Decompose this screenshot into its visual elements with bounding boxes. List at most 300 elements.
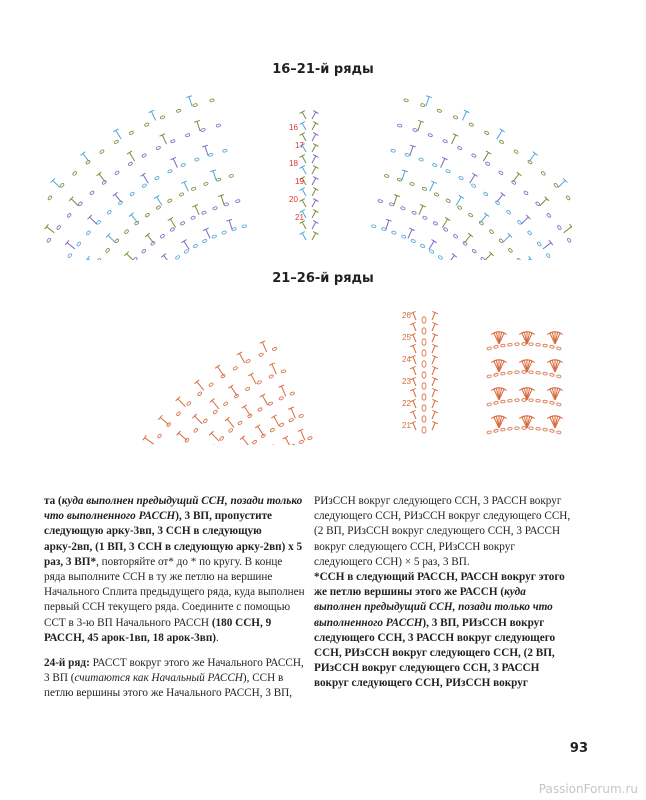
- chain-symbol: [114, 140, 119, 145]
- stitch-symbol: [179, 433, 187, 440]
- chain-symbol: [508, 399, 513, 402]
- stitch-symbol: [408, 229, 412, 238]
- stitch-symbol: [302, 167, 306, 174]
- chain-symbol: [522, 399, 526, 402]
- stitch-symbol: [154, 195, 159, 198]
- paragraph-row24: [44, 656, 306, 702]
- chain-symbol: [529, 427, 534, 430]
- text-column-right: [314, 494, 576, 692]
- page-number: 93: [569, 741, 588, 756]
- stitch-symbol: [211, 433, 219, 441]
- stitch-symbol: [312, 123, 316, 130]
- chain-symbol: [422, 405, 426, 411]
- chain-symbol: [384, 174, 389, 178]
- stitch-symbol: [558, 180, 565, 187]
- chain-symbol: [56, 225, 61, 230]
- stitch-symbol: [301, 430, 305, 440]
- stitch-symbol: [157, 197, 162, 206]
- chain-symbol: [567, 238, 572, 243]
- stitch-symbol: [413, 313, 416, 320]
- stitch-symbol: [173, 159, 177, 168]
- stitch-symbol: [129, 153, 134, 162]
- chain-symbol: [219, 436, 224, 441]
- stitch-symbol: [472, 173, 477, 176]
- chain-symbol: [99, 149, 104, 154]
- stitch-symbol: [291, 408, 295, 418]
- chain-symbol: [422, 394, 426, 400]
- stitch-symbol: [302, 200, 306, 207]
- chain-symbol: [446, 169, 451, 173]
- chain-symbol: [536, 343, 541, 346]
- stitch-symbol: [285, 438, 290, 445]
- chain-symbol: [175, 255, 180, 260]
- chain-symbol: [550, 429, 555, 432]
- chain-symbol: [501, 400, 506, 403]
- stitch-symbol: [255, 425, 260, 428]
- stitch-symbol: [160, 418, 168, 425]
- chain-symbol: [419, 158, 424, 162]
- chain-symbol: [203, 419, 208, 424]
- stitch-symbol: [413, 335, 416, 342]
- stitch-symbol: [221, 196, 224, 206]
- chain-symbol: [281, 369, 286, 373]
- stitch-symbol: [312, 167, 316, 174]
- chain-symbol: [105, 248, 110, 253]
- chain-symbol: [541, 171, 546, 176]
- chain-symbol: [228, 428, 233, 433]
- stitch-symbol: [205, 146, 208, 156]
- chain-symbol: [480, 257, 485, 260]
- stitch-symbol: [432, 401, 435, 408]
- chain-symbol: [543, 400, 548, 403]
- crochet-chart-rows-16-21: [44, 90, 572, 260]
- text-run: куда выполнен предыдущий ССН, позади только что выполненного РАССН: [314, 586, 553, 629]
- chain-symbol: [487, 375, 492, 379]
- chain-symbol: [115, 170, 120, 175]
- stitch-symbol: [164, 255, 170, 260]
- stitch-symbol: [543, 243, 551, 249]
- stitch-symbol: [312, 156, 316, 163]
- stitch-symbol: [521, 217, 528, 224]
- row-number-label: 23: [402, 377, 411, 386]
- chain-symbol: [420, 244, 425, 248]
- chain-symbol: [434, 192, 439, 196]
- stitch-symbol: [470, 175, 475, 184]
- stitch-symbol: [302, 233, 306, 240]
- stitch-symbol: [281, 386, 285, 396]
- stitch-symbol: [141, 173, 146, 176]
- text-run: РАССТ вокруг этого же Начального РАССН, 3 ВП (: [44, 657, 304, 685]
- chain-symbol: [536, 371, 541, 374]
- chain-symbol: [489, 229, 494, 234]
- stitch-symbol: [432, 368, 435, 375]
- chain-symbol: [517, 258, 522, 260]
- chain-symbol: [216, 178, 221, 182]
- chain-symbol: [422, 361, 426, 367]
- stitch-symbol: [215, 365, 220, 368]
- stitch-symbol: [432, 379, 435, 386]
- chain-symbol: [191, 187, 196, 191]
- chain-symbol: [180, 221, 185, 225]
- chain-symbol: [60, 183, 65, 188]
- stitch-symbol: [413, 379, 416, 386]
- chain-symbol: [181, 163, 186, 167]
- stitch-symbol: [143, 175, 148, 184]
- stitch-symbol: [432, 390, 435, 397]
- chain-symbol: [142, 183, 147, 188]
- stitch-symbol: [302, 222, 306, 229]
- chain-symbol: [550, 401, 555, 404]
- stitch-symbol: [418, 121, 421, 131]
- chain-symbol: [501, 428, 506, 431]
- chain-symbol: [257, 380, 262, 384]
- chain-symbol: [209, 99, 214, 103]
- chain-symbol: [222, 231, 227, 235]
- chain-symbol: [527, 230, 532, 235]
- stitch-symbol: [272, 364, 276, 374]
- chain-symbol: [437, 109, 442, 113]
- stitch-symbol: [529, 154, 535, 162]
- stitch-symbol: [131, 215, 137, 223]
- chain-symbol: [469, 123, 474, 127]
- stitch-symbol: [432, 412, 435, 419]
- chain-symbol: [411, 239, 416, 243]
- chain-symbol: [487, 347, 492, 351]
- stitch-symbol: [162, 135, 166, 144]
- stitch-symbol: [274, 417, 279, 427]
- chain-symbol: [494, 429, 499, 432]
- chain-symbol: [422, 383, 426, 389]
- chain-symbol: [546, 213, 551, 218]
- chain-symbol: [453, 234, 458, 239]
- chain-symbol: [156, 205, 161, 210]
- chain-symbol: [422, 372, 426, 378]
- text-column-left: [44, 494, 306, 702]
- chain-symbol: [457, 205, 462, 210]
- chain-symbol: [270, 428, 275, 432]
- chain-symbol: [400, 206, 405, 210]
- stitch-symbol: [262, 395, 267, 405]
- paragraph-row24-continued: РИзССН вокруг следующего ССН, 3 РАССН вокруг следующего ССН, РИзССН вокруг следующего ССН, (2 ВП, РИзССН вокруг следующего ССН, 3 РАССН вокруг следующего ССН, РИзССН вокруг следующего ССН) × 5 раз, 3 ВП.: [314, 495, 571, 568]
- chain-symbol: [543, 428, 548, 431]
- chain-symbol: [422, 350, 426, 356]
- chain-symbol: [405, 153, 410, 157]
- chain-symbol: [223, 401, 228, 406]
- stitch-symbol: [99, 174, 105, 182]
- chain-symbol: [47, 195, 52, 200]
- chain-symbol: [202, 239, 207, 243]
- stitch-symbol: [145, 438, 154, 444]
- chain-symbol: [157, 433, 162, 438]
- stitch-symbol: [312, 145, 316, 152]
- chain-symbol: [89, 190, 94, 195]
- stitch-symbol: [503, 235, 510, 242]
- chain-symbol: [133, 257, 138, 260]
- stitch-symbol: [413, 423, 416, 430]
- chain-symbol: [156, 146, 161, 150]
- chain-symbol: [397, 178, 402, 182]
- stitch-symbol: [302, 189, 306, 196]
- row-number-label: 20: [289, 195, 298, 204]
- chain-symbol: [422, 427, 426, 433]
- chain-symbol: [404, 99, 409, 103]
- chain-symbol: [246, 359, 251, 363]
- chain-symbol: [78, 201, 83, 206]
- chain-symbol: [501, 344, 506, 347]
- stitch-symbol: [212, 400, 219, 409]
- row-number-label: 21: [402, 421, 411, 430]
- chain-symbol: [422, 328, 426, 334]
- chain-symbol: [515, 371, 520, 374]
- chain-symbol: [453, 115, 458, 119]
- stitch-symbol: [452, 135, 456, 144]
- stitch-symbol: [442, 219, 447, 228]
- text-run: (180 ССН, 9 РАССН, 45 арок-1вп, 18 арок-3вп): [44, 616, 272, 644]
- chain-symbol: [167, 199, 172, 203]
- crochet-chart-rows-21-26: [44, 300, 572, 445]
- stitch-symbol: [312, 200, 316, 207]
- stitch-symbol: [53, 180, 60, 187]
- chain-symbol: [128, 162, 133, 167]
- stitch-symbol: [65, 240, 69, 245]
- chain-symbol: [410, 182, 415, 186]
- stitch-symbol: [170, 219, 175, 228]
- stitch-symbol: [413, 412, 416, 419]
- stitch-symbol: [242, 438, 249, 445]
- chain-symbol: [124, 229, 129, 234]
- chain-symbol: [191, 216, 196, 220]
- chain-symbol: [522, 427, 526, 430]
- stitch-symbol: [432, 357, 435, 364]
- text-run: та (: [44, 495, 62, 507]
- chain-symbol: [212, 234, 217, 238]
- chain-symbol: [391, 231, 396, 235]
- stitch-symbol: [206, 229, 210, 238]
- stitch-symbol: [456, 197, 461, 206]
- stitch-symbol: [459, 195, 464, 198]
- chain-symbol: [535, 201, 540, 206]
- stitch-symbol: [413, 357, 416, 364]
- row-number-label: 21: [295, 213, 304, 222]
- text-run: ), 3 ВП, пропустите следующую арку-3вп, 3 ССН в следующую арку-2вп, (1 ВП, 3 ССН в следующую арку-2вп) х 5 раз, 3 ВП*: [44, 510, 303, 568]
- chain-symbol: [185, 133, 190, 137]
- stitch-symbol: [244, 406, 250, 415]
- row-number-label: 19: [295, 177, 304, 186]
- chain-symbol: [67, 253, 72, 258]
- chain-symbol: [209, 382, 214, 387]
- chain-symbol: [235, 199, 240, 203]
- stitch-symbol: [242, 405, 247, 408]
- row-number-label: 18: [289, 159, 298, 168]
- stitch-symbol: [431, 240, 436, 243]
- stitch-symbol: [413, 346, 416, 353]
- stitch-symbol: [394, 196, 397, 206]
- chain-symbol: [154, 176, 159, 180]
- row-number-label: 26: [402, 311, 411, 320]
- stitch-symbol: [151, 111, 155, 120]
- row-number-label: 22: [402, 399, 411, 408]
- chain-symbol: [543, 372, 548, 375]
- stitch-symbol: [184, 182, 188, 191]
- chain-symbol: [515, 399, 520, 402]
- chain-symbol: [397, 124, 402, 128]
- chain-symbol: [443, 227, 448, 232]
- chain-symbol: [412, 211, 417, 215]
- stitch-symbol: [426, 97, 429, 107]
- chain-symbol: [484, 131, 489, 135]
- stitch-symbol: [71, 199, 78, 206]
- stitch-symbol: [227, 419, 234, 428]
- stitch-symbol: [189, 97, 192, 107]
- chain-symbol: [76, 241, 81, 246]
- chart-top-title: 16–21-й ряды: [272, 62, 374, 77]
- stitch-symbol: [312, 134, 316, 141]
- chain-symbol: [186, 401, 191, 406]
- chain-symbol: [508, 371, 513, 374]
- stitch-symbol: [430, 182, 434, 191]
- chain-symbol: [216, 124, 221, 128]
- chain-symbol: [433, 221, 438, 225]
- chain-symbol: [422, 416, 426, 422]
- chain-symbol: [160, 115, 165, 119]
- chain-symbol: [515, 343, 520, 346]
- chain-symbol: [556, 431, 561, 435]
- chain-symbol: [472, 249, 477, 254]
- chain-symbol: [389, 202, 394, 206]
- stitch-symbol: [258, 426, 264, 435]
- stitch-symbol: [413, 390, 416, 397]
- stitch-symbol: [464, 235, 470, 243]
- chain-symbol: [289, 418, 294, 422]
- chain-symbol: [529, 399, 534, 402]
- chain-symbol: [193, 428, 198, 433]
- chain-symbol: [422, 339, 426, 345]
- text-run: ), ССН в петлю вершины этого же Начального РАССН, 3 ВП,: [44, 672, 293, 700]
- chain-symbol: [130, 192, 135, 197]
- chain-symbol: [268, 401, 273, 405]
- chain-symbol: [556, 347, 561, 351]
- stitch-symbol: [302, 123, 306, 130]
- chain-symbol: [229, 174, 234, 178]
- chain-symbol: [213, 206, 218, 210]
- stitch-symbol: [448, 255, 454, 260]
- row-number-label: 25: [402, 333, 411, 342]
- chain-symbol: [107, 210, 112, 215]
- chain-symbol: [524, 190, 529, 195]
- stitch-symbol: [497, 130, 502, 139]
- row-number-label: 16: [289, 123, 298, 132]
- stitch-symbol: [113, 129, 118, 132]
- chain-symbol: [494, 373, 499, 376]
- stitch-symbol: [178, 399, 186, 407]
- chart-bottom-title: 21–26-й ряды: [272, 271, 374, 286]
- stitch-symbol: [231, 387, 237, 396]
- stitch-symbol: [90, 217, 97, 224]
- chain-symbol: [554, 183, 559, 188]
- stitch-symbol: [312, 178, 316, 185]
- chain-symbol: [170, 139, 175, 143]
- stitch-symbol: [213, 171, 216, 181]
- chain-symbol: [160, 234, 165, 239]
- paragraph-row23-continued: [44, 494, 306, 646]
- chain-symbol: [483, 192, 488, 197]
- stitch-symbol: [513, 174, 519, 182]
- chain-symbol: [506, 210, 511, 215]
- chain-symbol: [72, 171, 77, 176]
- stitch-symbol: [45, 224, 49, 229]
- stitch-symbol: [228, 385, 233, 388]
- stitch-symbol: [197, 121, 200, 131]
- stitch-symbol: [239, 353, 244, 363]
- chain-symbol: [194, 158, 199, 162]
- chain-symbol: [522, 371, 526, 374]
- chain-symbol: [487, 403, 492, 407]
- chain-symbol: [252, 440, 257, 445]
- chain-symbol: [566, 195, 571, 200]
- chain-symbol: [142, 153, 147, 157]
- stitch-symbol: [445, 217, 450, 220]
- chain-symbol: [485, 162, 490, 167]
- stitch-symbol: [312, 189, 316, 196]
- chain-symbol: [529, 371, 534, 374]
- stitch-symbol: [432, 324, 435, 331]
- chain-symbol: [129, 131, 134, 135]
- row-label: 24-й ряд:: [44, 657, 90, 670]
- stitch-symbol: [523, 259, 531, 260]
- row-number-label: 24: [402, 355, 411, 364]
- chain-symbol: [213, 410, 218, 415]
- chain-symbol: [245, 387, 250, 391]
- chain-symbol: [279, 396, 284, 400]
- chain-symbol: [290, 444, 295, 445]
- chain-symbol: [471, 153, 476, 157]
- chain-symbol: [420, 103, 425, 107]
- chain-symbol: [141, 249, 146, 254]
- stitch-symbol: [432, 346, 435, 353]
- chain-symbol: [197, 391, 202, 396]
- stitch-symbol: [432, 423, 435, 430]
- stitch-symbol: [116, 130, 121, 139]
- chain-symbol: [144, 123, 149, 127]
- chain-symbol: [238, 421, 243, 426]
- stitch-symbol: [540, 199, 547, 206]
- chain-symbol: [279, 423, 284, 427]
- stitch-symbol: [441, 159, 445, 168]
- stitch-symbol: [195, 206, 199, 215]
- row-number-label: 17: [295, 141, 304, 150]
- chain-symbol: [458, 176, 463, 180]
- stitch-symbol: [484, 254, 491, 260]
- stitch-symbol: [229, 220, 232, 230]
- stitch-symbol: [168, 217, 173, 220]
- chain-symbol: [432, 163, 437, 167]
- stitch-symbol: [429, 241, 434, 250]
- stitch-symbol: [302, 156, 306, 163]
- chain-symbol: [498, 170, 503, 175]
- text-run: *ССН в следующий РАССН, РАССН вокруг этого же петлю вершины этого же РАССН (: [314, 571, 565, 599]
- chain-symbol: [299, 414, 304, 418]
- stitch-symbol: [88, 259, 96, 260]
- chain-symbol: [145, 213, 150, 218]
- chain-symbol: [494, 401, 499, 404]
- paragraph-row24-repeat: [314, 570, 576, 692]
- chain-symbol: [556, 375, 561, 379]
- chain-symbol: [536, 399, 541, 402]
- stitch-symbol: [432, 335, 435, 342]
- stitch-symbol: [312, 222, 316, 229]
- chain-symbol: [413, 128, 418, 132]
- stitch-symbol: [67, 243, 75, 249]
